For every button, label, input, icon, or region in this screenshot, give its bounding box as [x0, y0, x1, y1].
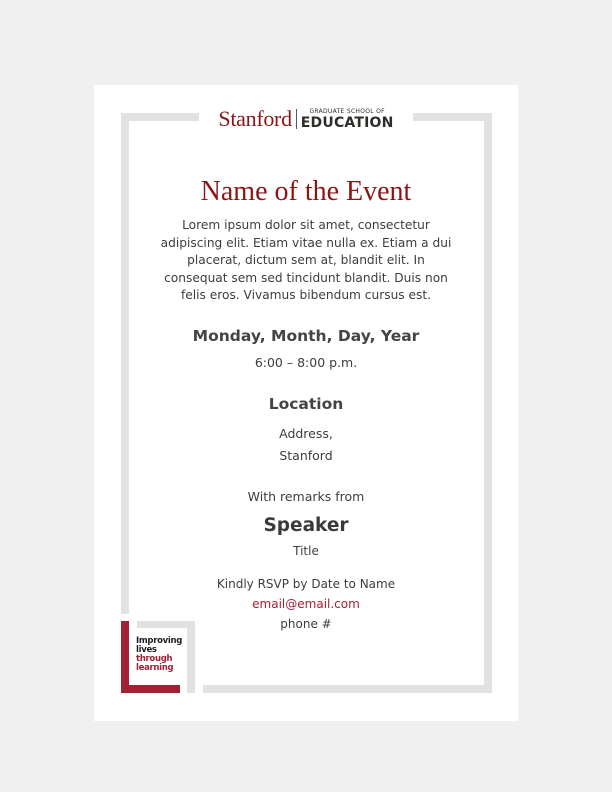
badge-red-bottom-bar: [121, 685, 180, 693]
location-label: Location: [268, 395, 344, 413]
rsvp-email-link[interactable]: email@email.com: [252, 597, 360, 611]
logo-subtitle: GRADUATE SCHOOL OF: [309, 107, 385, 115]
badge-line-3: through: [136, 654, 173, 664]
rsvp-text: Kindly RSVP by Date to Name: [216, 577, 396, 591]
event-address: [0, 423, 612, 467]
badge-red-left-bar: [121, 621, 129, 693]
stanford-gse-logo: [0, 106, 612, 132]
badge-line-2: lives: [136, 645, 157, 655]
badge-line-1: Improving: [136, 636, 183, 646]
frame-bottom-bar: [203, 685, 492, 693]
badge-gray-right-bar: [187, 621, 195, 693]
speaker-title: Title: [293, 544, 319, 558]
badge-tagline: [136, 637, 182, 673]
logo-divider: [296, 109, 297, 129]
badge-line-4: learning: [136, 663, 174, 673]
event-title: Name of the Event: [200, 176, 412, 207]
address-line-1: Address,: [279, 426, 333, 441]
event-description: Lorem ipsum dolor sit amet, consectetur adipiscing elit. Etiam vitae nulla ex. Etiam a dui placerat, dictum sem at, blandit elit. In consequat sem sed tincidunt blandit. Duis non felis eros. Vivamus bibendum cursus est.: [160, 218, 452, 302]
event-date: Monday, Month, Day, Year: [192, 327, 420, 345]
remarks-intro: With remarks from: [247, 489, 365, 504]
rsvp-phone: phone #: [280, 617, 332, 631]
event-time: 6:00 – 8:00 p.m.: [254, 355, 358, 370]
speaker-name: Speaker: [263, 515, 349, 536]
address-line-2: Stanford: [279, 448, 333, 463]
logo-department: EDUCATION: [300, 114, 394, 131]
logo-wordmark: Stanford: [218, 106, 292, 131]
